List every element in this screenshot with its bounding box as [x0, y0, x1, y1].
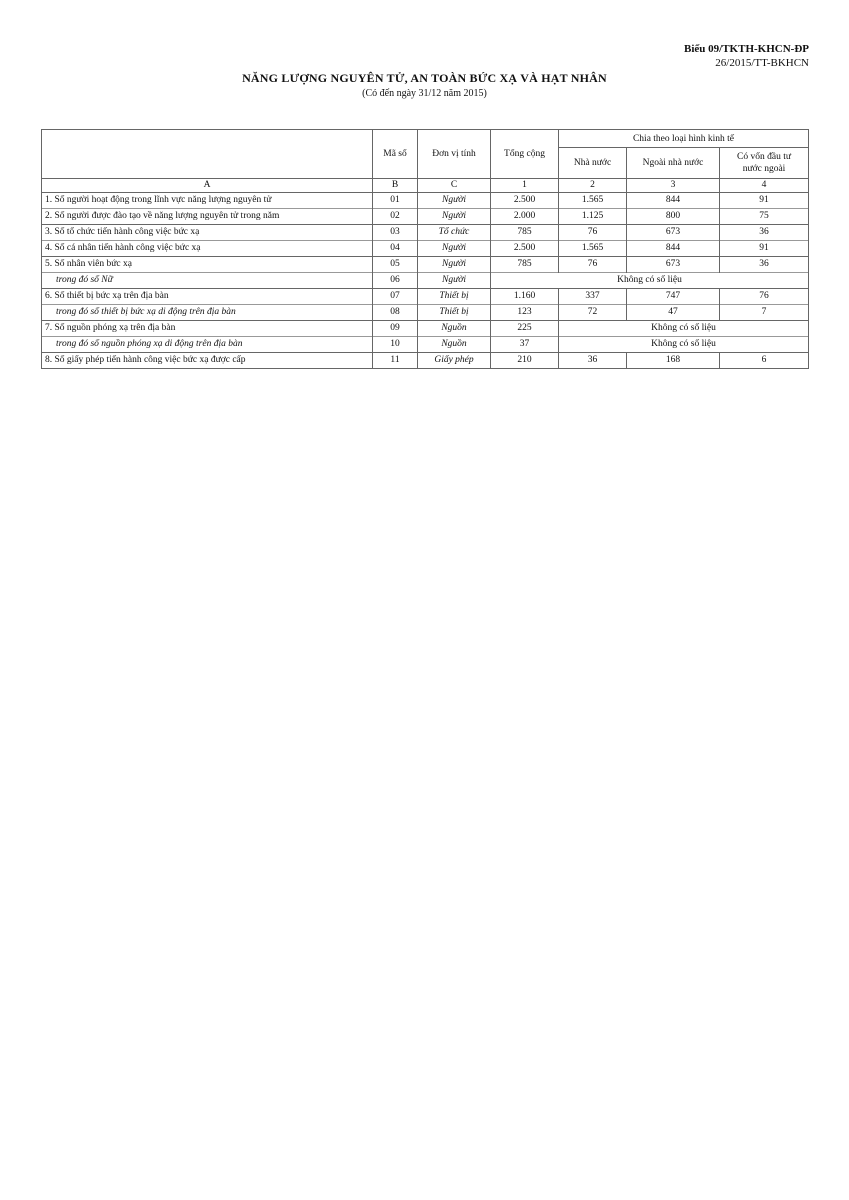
- row-label: 4. Số cá nhân tiến hành công việc bức xạ: [42, 241, 373, 257]
- row-foreign: 36: [720, 257, 809, 273]
- row-non-state: 673: [627, 257, 720, 273]
- row-label: 8. Số giấy phép tiến hành công việc bức xạ được cấp: [42, 353, 373, 369]
- row-total: 2.000: [491, 209, 559, 225]
- table-row: [42, 241, 809, 257]
- row-label: 2. Số người được đào tạo về năng lượng nguyên tử trong năm: [42, 209, 373, 225]
- header-code: Mã số: [373, 130, 418, 179]
- table-row: [42, 225, 809, 241]
- row-unit: Người: [418, 241, 491, 257]
- table-row: [42, 209, 809, 225]
- table-row: [42, 305, 809, 321]
- table-row: [42, 289, 809, 305]
- table-row: [42, 257, 809, 273]
- header-economic-group: Chia theo loại hình kinh tế: [559, 130, 809, 148]
- row-state: 1.565: [559, 241, 627, 257]
- row-unit: Người: [418, 257, 491, 273]
- form-code: Biểu 09/TKTH-KHCN-ĐP: [684, 43, 809, 55]
- row-code: 07: [373, 289, 418, 305]
- row-total: 123: [491, 305, 559, 321]
- row-non-state: 47: [627, 305, 720, 321]
- letter-3: 3: [627, 179, 720, 193]
- row-foreign: 36: [720, 225, 809, 241]
- letter-4: 4: [720, 179, 809, 193]
- row-label: trong đó số Nữ: [42, 273, 373, 289]
- row-state: 1.565: [559, 193, 627, 209]
- letter-b: B: [373, 179, 418, 193]
- row-foreign: 91: [720, 241, 809, 257]
- row-foreign: 91: [720, 193, 809, 209]
- row-non-state: 168: [627, 353, 720, 369]
- row-no-data: Không có số liệu: [559, 321, 809, 337]
- row-foreign: 76: [720, 289, 809, 305]
- row-unit: Người: [418, 193, 491, 209]
- row-total: 2.500: [491, 241, 559, 257]
- table-row: [42, 337, 809, 353]
- row-non-state: 673: [627, 225, 720, 241]
- letter-1: 1: [491, 179, 559, 193]
- row-code: 06: [373, 273, 418, 289]
- header-total: Tổng cộng: [491, 130, 559, 179]
- header-foreign-line2: nước ngoài: [742, 164, 786, 174]
- row-total: 2.500: [491, 193, 559, 209]
- header-unit: Đơn vị tính: [418, 130, 491, 179]
- letter-a: A: [42, 179, 373, 193]
- page-title: NĂNG LƯỢNG NGUYÊN TỬ, AN TOÀN BỨC XẠ VÀ HẠT NHÂN: [242, 71, 607, 85]
- row-state: 72: [559, 305, 627, 321]
- header-non-state: Ngoài nhà nước: [627, 148, 720, 179]
- page-subtitle: (Có đến ngày 31/12 năm 2015): [362, 88, 487, 99]
- row-state: 337: [559, 289, 627, 305]
- row-unit: Nguồn: [418, 337, 491, 353]
- row-code: 10: [373, 337, 418, 353]
- row-state: 76: [559, 257, 627, 273]
- row-label: 3. Số tổ chức tiến hành công việc bức xạ: [42, 225, 373, 241]
- row-code: 09: [373, 321, 418, 337]
- row-total: 785: [491, 225, 559, 241]
- row-total: 210: [491, 353, 559, 369]
- table-row: [42, 321, 809, 337]
- row-foreign: 6: [720, 353, 809, 369]
- table-row: [42, 193, 809, 209]
- row-foreign: 75: [720, 209, 809, 225]
- row-label: 6. Số thiết bị bức xạ trên địa bàn: [42, 289, 373, 305]
- row-state: 1.125: [559, 209, 627, 225]
- header-foreign: [720, 148, 809, 179]
- row-unit: Thiết bị: [418, 305, 491, 321]
- row-code: 03: [373, 225, 418, 241]
- row-total: 1.160: [491, 289, 559, 305]
- row-label: trong đó số thiết bị bức xạ di động trên địa bàn: [42, 305, 373, 321]
- row-total: 225: [491, 321, 559, 337]
- row-unit: Thiết bị: [418, 289, 491, 305]
- row-no-data: Không có số liệu: [491, 273, 809, 289]
- row-label: trong đó số nguồn phóng xạ di động trên địa bàn: [42, 337, 373, 353]
- report-table: [41, 129, 809, 369]
- row-non-state: 844: [627, 193, 720, 209]
- row-unit: Nguồn: [418, 321, 491, 337]
- header-state: Nhà nước: [559, 148, 627, 179]
- letter-2: 2: [559, 179, 627, 193]
- row-code: 02: [373, 209, 418, 225]
- circular-reference: 26/2015/TT-BKHCN: [715, 57, 809, 69]
- table-row: [42, 353, 809, 369]
- header-foreign-line1: Có vốn đầu tư: [737, 152, 791, 162]
- table-row: [42, 273, 809, 289]
- row-code: 11: [373, 353, 418, 369]
- letter-c: C: [418, 179, 491, 193]
- row-code: 04: [373, 241, 418, 257]
- row-non-state: 747: [627, 289, 720, 305]
- row-state: 76: [559, 225, 627, 241]
- row-unit: Người: [418, 273, 491, 289]
- row-foreign: 7: [720, 305, 809, 321]
- row-state: 36: [559, 353, 627, 369]
- row-no-data: Không có số liệu: [559, 337, 809, 353]
- row-non-state: 844: [627, 241, 720, 257]
- row-unit: Giấy phép: [418, 353, 491, 369]
- row-code: 05: [373, 257, 418, 273]
- row-non-state: 800: [627, 209, 720, 225]
- row-label: 5. Số nhân viên bức xạ: [42, 257, 373, 273]
- header-indicator: [42, 130, 373, 179]
- row-total: 785: [491, 257, 559, 273]
- row-label: 7. Số nguồn phóng xạ trên địa bàn: [42, 321, 373, 337]
- row-code: 08: [373, 305, 418, 321]
- row-unit: Người: [418, 209, 491, 225]
- row-total: 37: [491, 337, 559, 353]
- row-label: 1. Số người hoạt động trong lĩnh vực năng lượng nguyên tử: [42, 193, 373, 209]
- row-unit: Tổ chức: [418, 225, 491, 241]
- row-code: 01: [373, 193, 418, 209]
